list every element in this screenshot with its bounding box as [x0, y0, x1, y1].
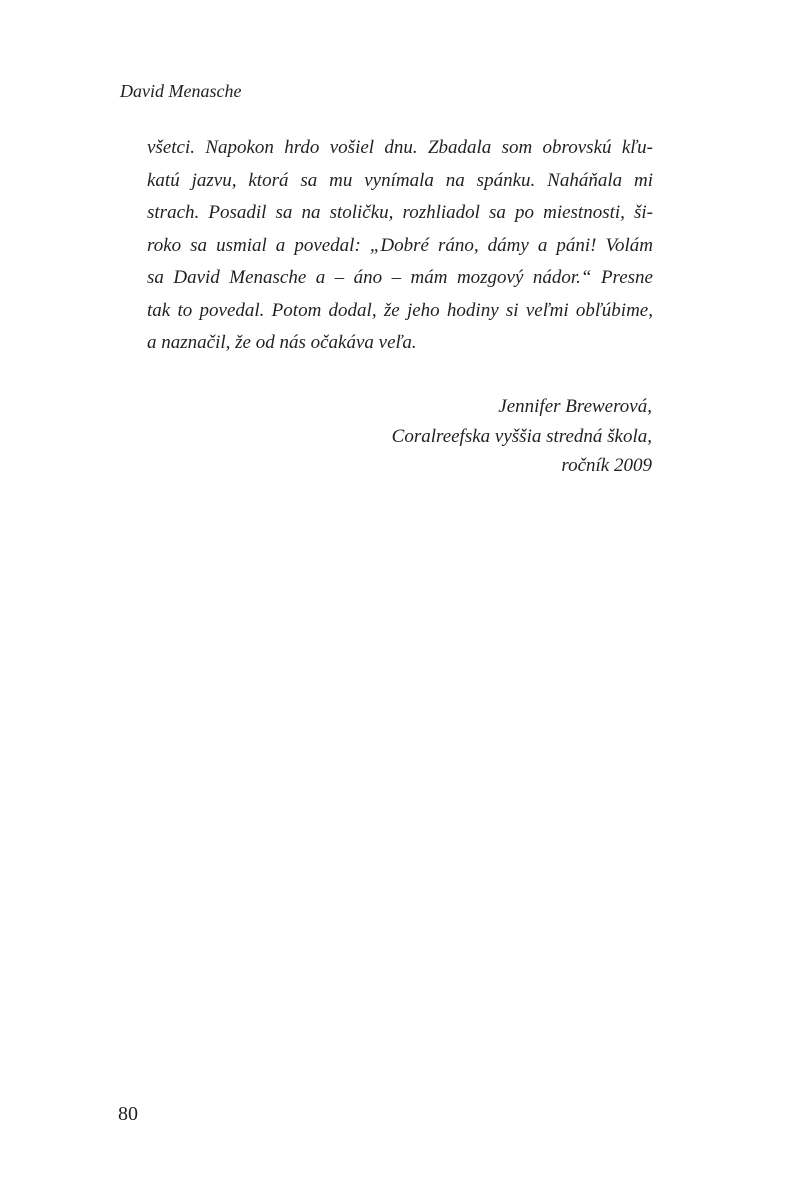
- body-line: sa David Menasche a – áno – mám mozgový nádor.“ Presne: [147, 267, 653, 288]
- body-line: a naznačil, že od nás očakáva veľa.: [147, 332, 417, 353]
- body-line: tak to povedal. Potom dodal, že jeho hodiny si veľmi obľúbime,: [147, 299, 653, 321]
- signature-class-year: ročník 2009: [561, 455, 652, 476]
- signature-school: Coralreefska vyššia stredná škola,: [391, 425, 652, 447]
- body-line: strach. Posadil sa na stoličku, rozhliadol sa po miestnosti, ši-: [147, 202, 653, 223]
- body-line: všetci. Napokon hrdo vošiel dnu. Zbadala som obrovskú kľu-: [147, 137, 653, 158]
- body-line: roko sa usmial a povedal: „Dobré ráno, dámy a páni! Volám: [147, 234, 653, 256]
- page-number: 80: [118, 1103, 138, 1125]
- signature-name: Jennifer Brewerová,: [498, 396, 652, 417]
- signature-block: [392, 392, 652, 481]
- running-head: David Menasche: [120, 81, 242, 101]
- body-paragraph: [147, 132, 653, 360]
- body-line: katú jazvu, ktorá sa mu vynímala na spánku. Naháňala mi: [147, 169, 653, 191]
